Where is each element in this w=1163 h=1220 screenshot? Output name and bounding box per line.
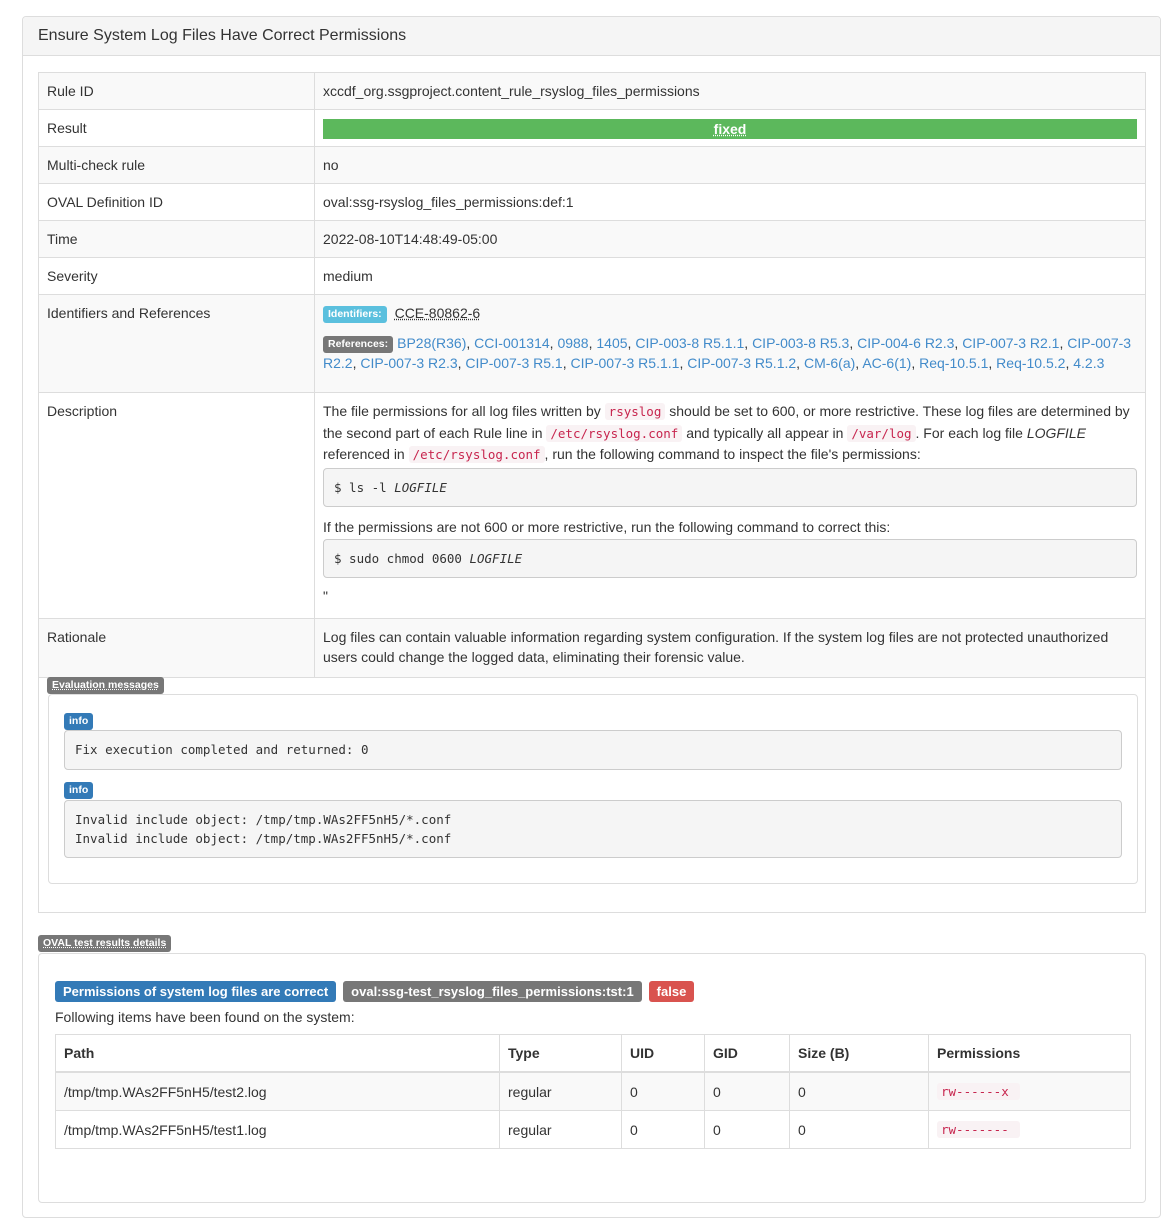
col-permissions: Permissions <box>929 1035 1131 1073</box>
row-time <box>39 221 1146 258</box>
desc-logfile: LOGFILE <box>1026 424 1086 441</box>
desc-text-4: . For each log file <box>915 424 1027 441</box>
evaluation-message-1: Fix execution completed and returned: 0 <box>64 730 1122 770</box>
rationale-value: Log files can contain valuable information regarding system configuration. If the system log files are not protected unauthorized users could change the logged data, eliminating their forensic value. <box>315 618 1146 677</box>
oval-def-value: oval:ssg-rsyslog_files_permissions:def:1 <box>315 184 1146 221</box>
cce-identifier[interactable]: CCE-80862-6 <box>394 305 481 321</box>
row-multicheck <box>39 147 1146 184</box>
cell-type: regular <box>500 1111 622 1149</box>
reference-link[interactable]: CIP-007-3 R2.3 <box>360 355 458 371</box>
cell-permissions <box>929 1072 1131 1111</box>
cell-path: /tmp/tmp.WAs2FF5nH5/test2.log <box>56 1072 500 1111</box>
oval-def-label: OVAL Definition ID <box>39 184 315 221</box>
reference-link[interactable]: CIP-007-3 R5.1 <box>465 355 563 371</box>
multicheck-value: no <box>315 147 1146 184</box>
cell-size: 0 <box>790 1072 929 1111</box>
reference-link[interactable]: CIP-003-8 R5.3 <box>752 335 850 351</box>
desc-text-3: and typically all appear in <box>682 424 848 441</box>
row-rule-id <box>39 73 1146 110</box>
reference-link[interactable]: 4.2.3 <box>1073 355 1105 371</box>
reference-link[interactable]: 1405 <box>596 335 628 351</box>
code-rsyslog-conf-2: /etc/rsyslog.conf <box>409 446 545 463</box>
multicheck-label: Multi-check rule <box>39 147 315 184</box>
row-result <box>39 110 1146 147</box>
reference-link[interactable]: 0988 <box>557 335 589 351</box>
col-type: Type <box>500 1035 622 1073</box>
identifiers-cell <box>315 295 1146 393</box>
code-rsyslog: rsyslog <box>605 403 666 420</box>
oval-test-id: oval:ssg-test_rsyslog_files_permissions:tst:1 <box>343 981 642 1002</box>
col-gid: GID <box>705 1035 790 1073</box>
reference-link[interactable]: CM-6(a) <box>803 355 856 371</box>
oval-test-results-label[interactable]: OVAL test results details <box>38 935 171 952</box>
desc-text-5: referenced in <box>323 446 409 462</box>
desc-text-2: should be set to 600, or more restrictive. These log files are determined by the second part of each Rule line in <box>323 403 1130 441</box>
code-var-log: /var/log <box>847 425 915 442</box>
severity-value: medium <box>315 258 1146 295</box>
cell-uid: 0 <box>622 1072 705 1111</box>
evaluation-messages-label[interactable]: Evaluation messages <box>47 677 164 694</box>
cell-size: 0 <box>790 1111 929 1149</box>
row-oval-def <box>39 184 1146 221</box>
rule-id-value: xccdf_org.ssgproject.content_rule_rsyslog_files_permissions <box>315 73 1146 110</box>
identifiers-badge: Identifiers: <box>323 306 387 323</box>
reference-link[interactable]: Req-10.5.1 <box>919 355 989 371</box>
time-label: Time <box>39 221 315 258</box>
rule-details-table <box>38 72 1146 678</box>
col-size: Size (B) <box>790 1035 929 1073</box>
description-cell <box>315 393 1146 619</box>
oval-test-name: Permissions of system log files are correct <box>55 981 336 1002</box>
evaluation-message-2: Invalid include object: /tmp/tmp.WAs2FF5nH5/*.conf Invalid include object: /tmp/tmp.WAs2FF5nH5/*.conf <box>64 800 1122 858</box>
identifiers-label: Identifiers and References <box>39 295 315 393</box>
found-items-table <box>55 1034 1131 1149</box>
rationale-label: Rationale <box>39 618 315 677</box>
rule-panel <box>22 16 1161 1218</box>
items-header-row <box>56 1035 1131 1073</box>
found-items-text: Following items have been found on the system: <box>55 1009 355 1025</box>
desc-trailing-quote: " <box>323 587 328 604</box>
result-label: Result <box>39 110 315 147</box>
time-value: 2022-08-10T14:48:49-05:00 <box>315 221 1146 258</box>
command-ls-arg: LOGFILE <box>394 479 447 495</box>
cell-type: regular <box>500 1072 622 1111</box>
description-label: Description <box>39 393 315 619</box>
description-text <box>323 401 1137 466</box>
references-list <box>323 333 1137 373</box>
reference-link[interactable]: CIP-007-3 R5.1.1 <box>570 355 680 371</box>
evaluation-messages-box <box>48 694 1138 884</box>
desc-text-6: , run the following command to inspect the file's permissions: <box>544 446 921 462</box>
oval-test-result: false <box>649 981 695 1002</box>
row-description <box>39 393 1146 619</box>
reference-link[interactable]: CIP-007-3 R2.2 <box>323 335 1132 371</box>
table-row <box>56 1072 1131 1111</box>
cell-path: /tmp/tmp.WAs2FF5nH5/test1.log <box>56 1111 500 1149</box>
command-ls-text: $ ls -l <box>334 479 395 495</box>
permissions-code: rw------- <box>937 1121 1020 1138</box>
rule-title: Ensure System Log Files Have Correct Permissions <box>23 17 1160 56</box>
reference-link[interactable]: BP28(R36) <box>397 335 467 351</box>
oval-results-box <box>38 953 1146 1203</box>
result-cell <box>315 110 1146 147</box>
desc-text-7: If the permissions are not 600 or more restrictive, run the following command to correct this: <box>323 518 891 535</box>
reference-link[interactable]: AC-6(1) <box>862 355 912 371</box>
col-uid: UID <box>622 1035 705 1073</box>
permissions-code: rw------x <box>937 1083 1020 1100</box>
command-chmod-text: $ sudo chmod 0600 <box>334 550 470 566</box>
reference-link[interactable]: Req-10.5.2 <box>996 355 1066 371</box>
reference-link[interactable]: CCI-001314 <box>474 335 550 351</box>
reference-link[interactable]: CIP-007-3 R5.1.2 <box>687 355 797 371</box>
table-row <box>56 1111 1131 1149</box>
cell-gid: 0 <box>705 1111 790 1149</box>
rule-id-label: Rule ID <box>39 73 315 110</box>
info-badge-1: info <box>64 713 93 730</box>
reference-link[interactable]: CIP-007-3 R2.1 <box>962 335 1060 351</box>
result-badge[interactable]: fixed <box>323 119 1137 139</box>
row-identifiers <box>39 295 1146 393</box>
oval-test-header <box>55 981 701 1002</box>
command-chmod-arg: LOGFILE <box>469 550 523 566</box>
cell-permissions <box>929 1111 1131 1149</box>
references-badge: References: <box>323 336 393 353</box>
info-badge-2: info <box>64 782 93 799</box>
severity-label: Severity <box>39 258 315 295</box>
cell-gid: 0 <box>705 1072 790 1111</box>
desc-text-1: The file permissions for all log files written by <box>323 403 605 419</box>
reference-link[interactable]: CIP-004-6 R2.3 <box>857 335 955 351</box>
code-rsyslog-conf: /etc/rsyslog.conf <box>546 425 682 442</box>
command-ls <box>323 468 1137 507</box>
command-chmod <box>323 539 1137 578</box>
reference-link[interactable]: CIP-003-8 R5.1.1 <box>635 335 745 351</box>
references-links: BP28(R36), CCI-001314, 0988, 1405, CIP-003-8 R5.1.1, CIP-003-8 R5.3, CIP-004-6 R2.3, CIP-007-3 R2.1, CIP-007-3 R2.2, CIP-007-3 R2.3, CIP-007-3 R5.1, CIP-007-3 R5.1.1, CIP-007-3 R5.1.2, CM-6(a), AC-6(1), Req-10.5.1, Req-10.5.2, 4.2.3 <box>323 335 1132 371</box>
col-path: Path <box>56 1035 500 1073</box>
cell-uid: 0 <box>622 1111 705 1149</box>
row-severity <box>39 258 1146 295</box>
evaluation-section <box>38 665 1146 913</box>
